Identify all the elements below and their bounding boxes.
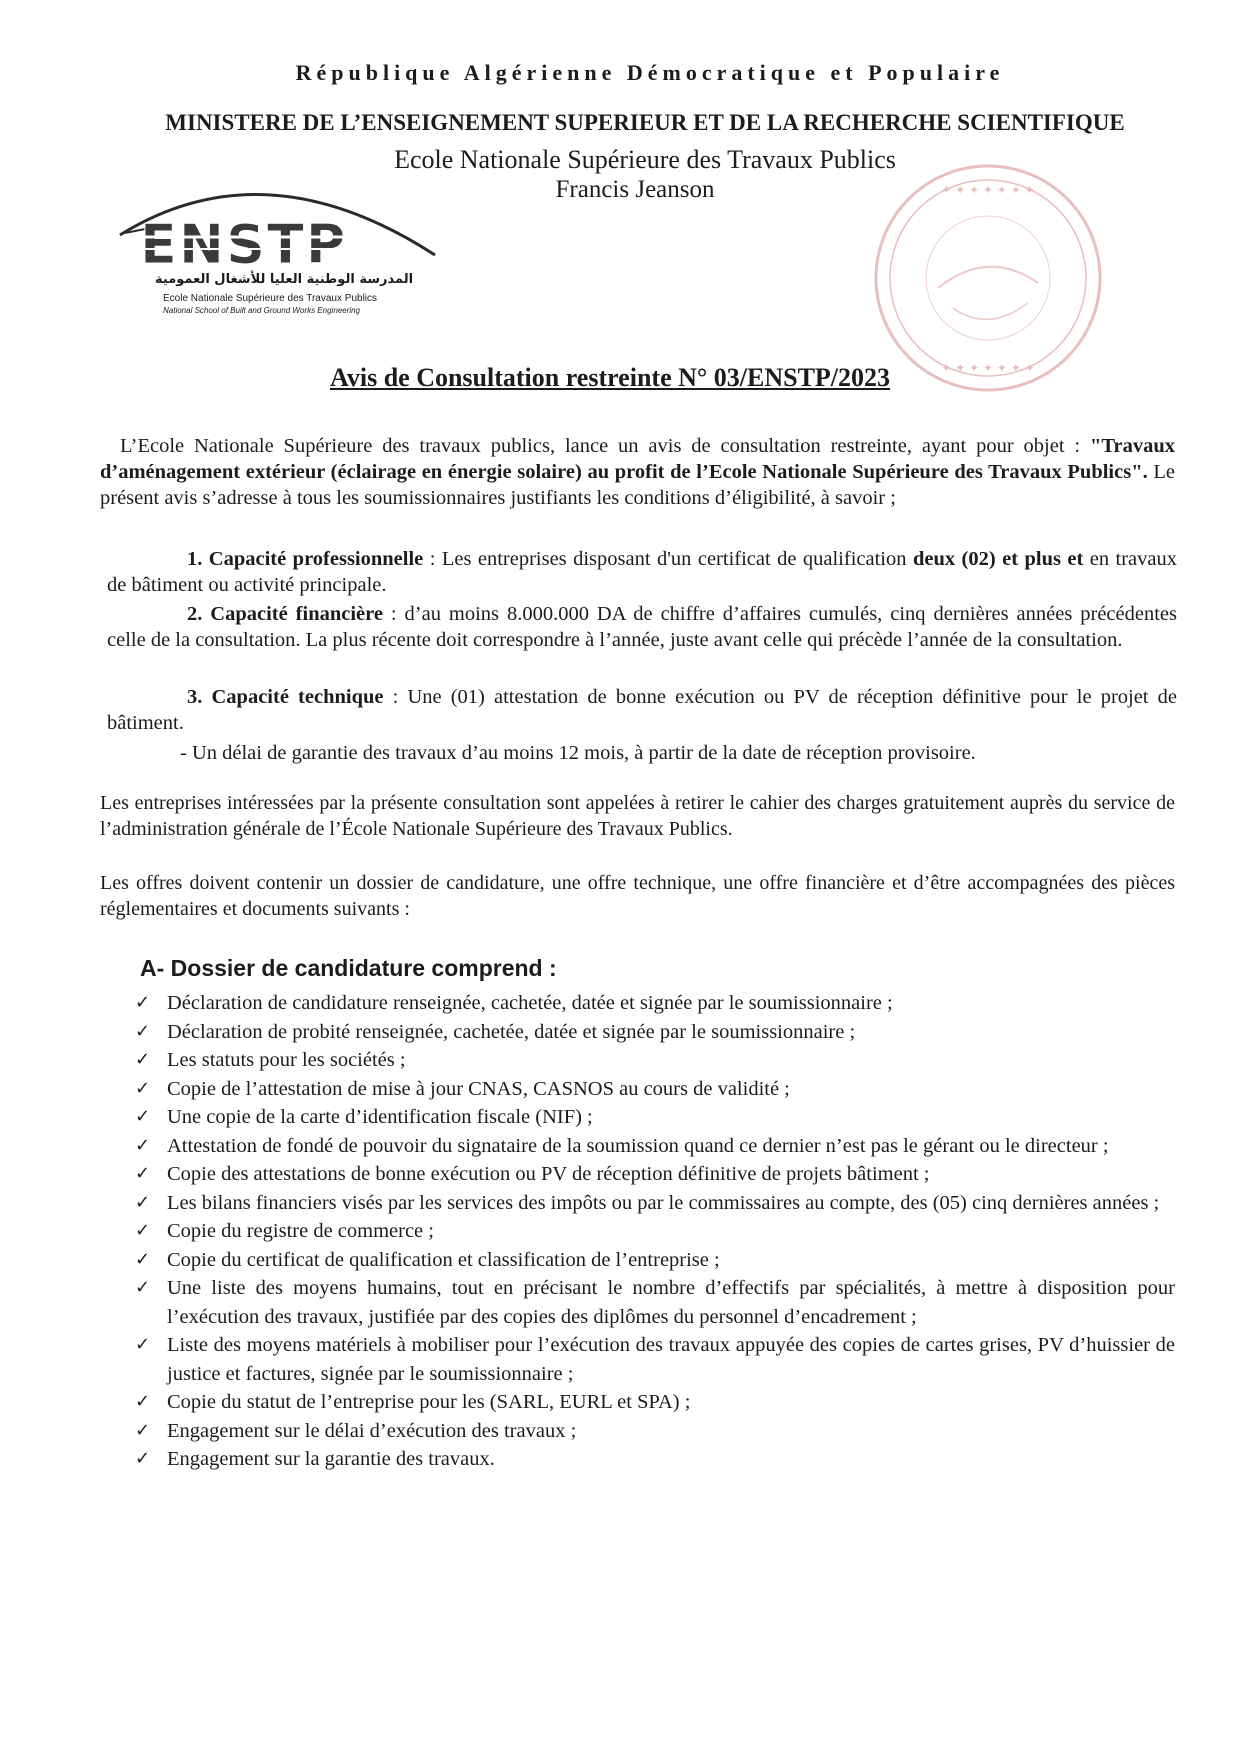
list-item <box>135 1274 1175 1331</box>
checkmark-icon: ✓ <box>135 1391 151 1412</box>
logo-acronym: ENSTP <box>140 213 348 276</box>
checkmark-icon: ✓ <box>135 1248 151 1270</box>
checkmark-icon: ✓ <box>135 1106 151 1127</box>
logo-french-text: Ecole Nationale Supérieure des Travaux Publics <box>163 293 378 304</box>
criterion-financial-label: 2. Capacité financière <box>187 603 383 625</box>
logo-arabic-text: المدرسة الوطنية العليا للأشغال العمومية <box>155 272 414 287</box>
checkmark-icon: ✓ <box>135 1419 151 1441</box>
official-stamp <box>868 158 1108 398</box>
criterion-technical-label: 3. Capacité technique <box>187 686 384 708</box>
list-item <box>135 1160 1175 1189</box>
checkmark-icon: ✓ <box>135 1334 151 1355</box>
criterion-professional-text-2: en travaux de bâtiment ou activité principale. <box>107 548 1177 596</box>
list-item <box>135 1445 1175 1474</box>
school-subname: Francis Jeanson <box>555 176 715 203</box>
logo-english-text: National School of Built and Ground Works Engineering <box>163 306 360 315</box>
list-item-text: Une liste des moyens humains, tout en précisant le nombre d’effectifs par spécialités, à mettre à disposition pour l’exécution des travaux, justifiée par des copies des diplômes du personnel d’encadrement ; <box>167 1277 1175 1328</box>
list-item-text: Les bilans financiers visés par les services des impôts ou par le commissaires au compte, des (05) cinq dernières années ; <box>167 1191 1160 1214</box>
list-item-text: Copie des attestations de bonne exécution ou PV de réception définitive de projets bâtiment ; <box>167 1163 930 1185</box>
intro-text-2: Le présent avis s’adresse à tous les soumissionnaires justifiants les conditions d’éligibilité, à savoir ; <box>100 461 1175 509</box>
school-name: Ecole Nationale Supérieure des Travaux Publics <box>394 145 896 174</box>
ministry-header: MINISTERE DE L’ENSEIGNEMENT SUPERIEUR ET DE LA RECHERCHE SCIENTIFIQUE <box>165 110 1125 135</box>
criterion-financial-text: : d’au moins 8.000.000 DA de chiffre d’affaires cumulés, cinq dernières années précédentes celle de la consultation. La plus récente doit correspondre à l’année, juste avant celle qui précède l’année de la consultation. <box>107 603 1177 651</box>
list-item <box>135 1189 1175 1218</box>
checkmark-icon: ✓ <box>135 1448 151 1469</box>
list-item-text: Les statuts pour les sociétés ; <box>167 1049 406 1071</box>
retrieve-paragraph: Les entreprises intéressées par la présente consultation sont appelées à retirer le cahier des charges gratuitement auprès du service de l’administration générale de l’École Nationale Supérieure des Travaux Publics. <box>100 792 1175 840</box>
list-item <box>135 1331 1175 1388</box>
list-item-text: Attestation de fondé de pouvoir du signataire de la soumission quand ce dernier n’est pas le gérant ou le directeur ; <box>167 1134 1109 1157</box>
list-item-text: Une copie de la carte d’identification fiscale (NIF) ; <box>167 1106 593 1128</box>
candidature-list <box>135 989 1175 1474</box>
criterion-professional-text-1: : Les entreprises disposant d'un certificat de qualification <box>423 548 913 570</box>
checkmark-icon: ✓ <box>135 1220 151 1241</box>
criterion-technical <box>107 684 1177 736</box>
offers-paragraph: Les offres doivent contenir un dossier de candidature, une offre technique, une offre financière et d’être accompagnées des pièces réglementaires et documents suivants : <box>100 872 1175 920</box>
section-a-title: A- Dossier de candidature comprend : <box>140 955 557 981</box>
list-item <box>135 989 1175 1018</box>
list-item <box>135 1046 1175 1075</box>
checkmark-icon: ✓ <box>135 1134 151 1156</box>
list-item-text: Copie de l’attestation de mise à jour CNAS, CASNOS au cours de validité ; <box>167 1077 790 1100</box>
checkmark-icon: ✓ <box>135 1191 151 1213</box>
criterion-technical-text: : Une (01) attestation de bonne exécution ou PV de réception définitive pour le projet de bâtiment. <box>107 686 1177 734</box>
list-item-text: Copie du certificat de qualification et classification de l’entreprise ; <box>167 1248 720 1271</box>
list-item-text: Déclaration de candidature renseignée, cachetée, datée et signée par le soumissionnaire ; <box>167 992 893 1014</box>
checkmark-icon: ✓ <box>135 1163 151 1184</box>
list-item-text: Déclaration de probité renseignée, cachetée, datée et signée par le soumissionnaire ; <box>167 1020 856 1043</box>
list-item <box>135 1246 1175 1275</box>
criterion-professional <box>107 546 1177 598</box>
list-item <box>135 1018 1175 1047</box>
guarantee-line: - Un délai de garantie des travaux d’au moins 12 mois, à partir de la date de réception provisoire. <box>180 742 976 764</box>
republic-header: République Algérienne Démocratique et Populaire <box>295 60 1005 85</box>
list-item <box>135 1417 1175 1446</box>
criterion-financial <box>107 601 1177 653</box>
svg-text:✦ ✦ ✦ ✦ ✦ ✦ ✦: ✦ ✦ ✦ ✦ ✦ ✦ ✦ <box>941 361 1035 375</box>
checkmark-icon: ✓ <box>135 1077 151 1099</box>
criterion-professional-label: 1. Capacité professionnelle <box>187 548 424 570</box>
checkmark-icon: ✓ <box>135 1020 151 1042</box>
checkmark-icon: ✓ <box>135 1049 151 1070</box>
criterion-professional-bold: deux (02) et plus et <box>912 548 1084 570</box>
enstp-logo <box>115 185 445 325</box>
list-item-text: Liste des moyens matériels à mobiliser pour l’exécution des travaux appuyée des copies de cartes grises, PV d’huissier de justice et factures, signée par le soumissionnaire ; <box>167 1334 1175 1385</box>
intro-object: "Travaux d’aménagement extérieur (éclairage en énergie solaire) au profit de l’Ecole Nationale Supérieure des Travaux Publics". <box>100 435 1176 483</box>
checkmark-icon: ✓ <box>135 1277 151 1298</box>
list-item <box>135 1075 1175 1104</box>
notice-title: Avis de Consultation restreinte N° 03/ENSTP/2023 <box>330 363 891 392</box>
list-item <box>135 1217 1175 1246</box>
list-item <box>135 1388 1175 1417</box>
list-item <box>135 1103 1175 1132</box>
intro-text-1: L’Ecole Nationale Supérieure des travaux publics, lance un avis de consultation restreinte, ayant pour objet : <box>120 435 1081 457</box>
list-item-text: Copie du statut de l’entreprise pour les (SARL, EURL et SPA) ; <box>167 1391 691 1413</box>
list-item-text: Engagement sur la garantie des travaux. <box>167 1448 495 1470</box>
list-item-text: Copie du registre de commerce ; <box>167 1220 434 1242</box>
list-item <box>135 1132 1175 1161</box>
list-item-text: Engagement sur le délai d’exécution des travaux ; <box>167 1419 577 1442</box>
checkmark-icon: ✓ <box>135 992 151 1013</box>
intro-paragraph <box>100 433 1175 511</box>
svg-text:✦ ✦ ✦ ✦ ✦ ✦ ✦: ✦ ✦ ✦ ✦ ✦ ✦ ✦ <box>941 183 1035 197</box>
